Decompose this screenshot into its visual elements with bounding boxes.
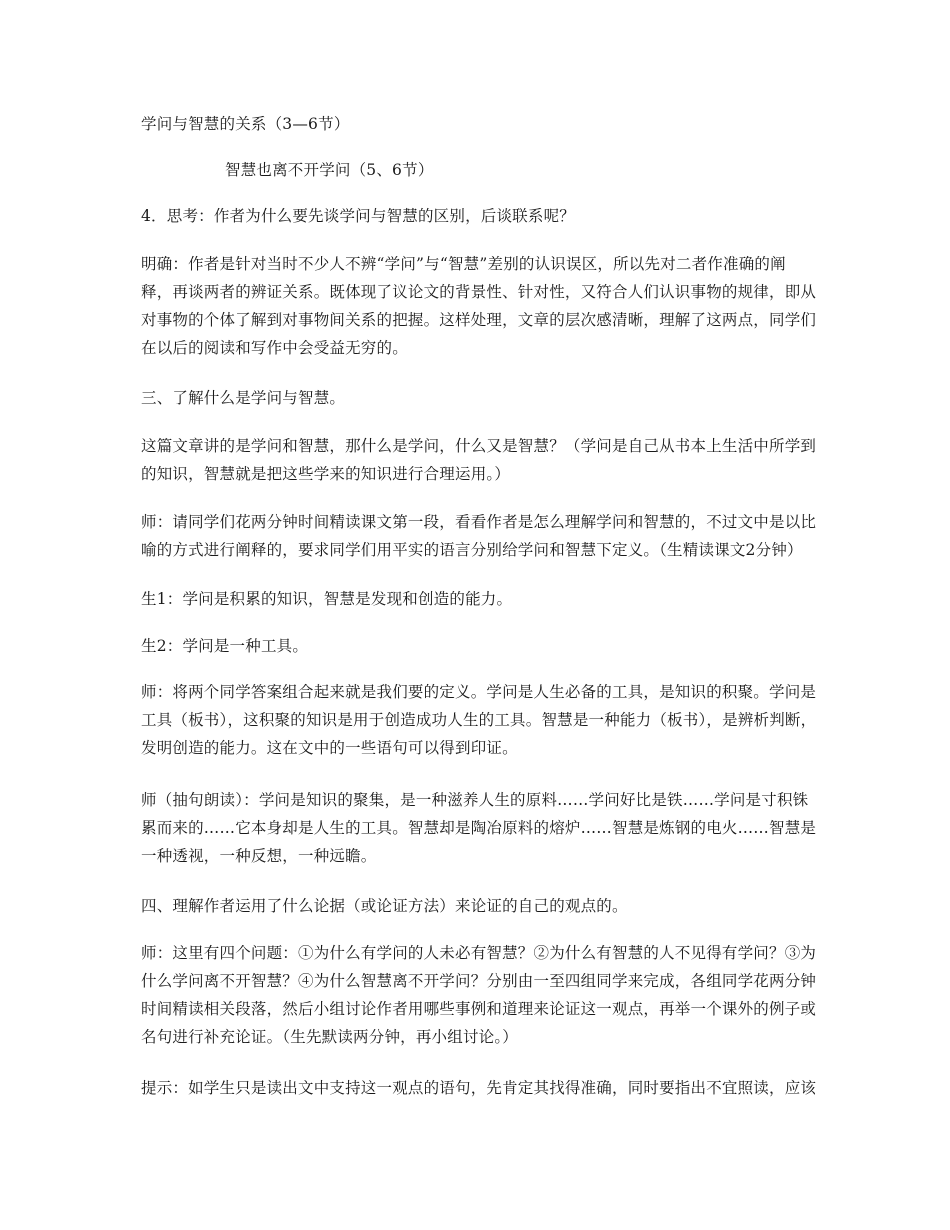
teacher-instruction: 师：请同学们花两分钟时间精读课文第一段，看看作者是怎么理解学问和智慧的，不过文中是以比 喻的方式进行阐释的，要求同学们用平实的语言分别给学问和智慧下定义。（生精读课文2分钟） bbox=[141, 513, 817, 559]
hint-paragraph: 提示：如学生只是读出文中支持这一观点的语句，先肯定其找得准确，同时要指出不宜照读，应该 bbox=[141, 1079, 817, 1097]
section-4-heading: 四、理解作者运用了什么论据（或论证方法）来论证的自己的观点的。 bbox=[141, 897, 628, 915]
paragraph-definition: 这篇文章讲的是学问和智慧，那什么是学问，什么又是智慧？（学问是自己从书本上生活中所学到 的知识，智慧就是把这些学来的知识进行合理运用。） bbox=[141, 437, 817, 483]
teacher-summary: 师：将两个同学答案组合起来就是我们要的定义。学问是人生必备的工具，是知识的积聚。学问是 工具（板书），这积聚的知识是用于创造成功人生的工具。智慧是一种能力（板书），是辨析判断， 发明创造的能力。这在文中的一些语句可以得到印证。 bbox=[141, 683, 817, 757]
student-2-answer: 生2：学问是一种工具。 bbox=[141, 637, 309, 655]
outline-heading: 学问与智慧的关系（3—6节） bbox=[141, 115, 350, 133]
question-4: 4．思考：作者为什么要先谈学问与智慧的区别，后谈联系呢？ bbox=[141, 207, 575, 225]
section-3-heading: 三、了解什么是学问与智慧。 bbox=[141, 389, 346, 407]
teacher-reading: 师（抽句朗读）：学问是知识的聚集，是一种滋养人生的原料……学问好比是铁……学问是寸积铢 累而来的……它本身却是人生的工具。智慧却是陶冶原料的熔炉……智慧是炼钢的电火……智慧是 一种透视，一种反想，一种远瞻。 bbox=[141, 791, 817, 865]
teacher-questions: 师：这里有四个问题：①为什么有学问的人未必有智慧？②为什么有智慧的人不见得有学问？③为 什么学问离不开智慧？④为什么智慧离不开学问？分别由一至四组同学来完成，各组同学花两分钟 时间精读相关段落，然后小组讨论作者用哪些事例和道理来论证这一观点，再举一个课外的例子或 名句进行补充论证。（生先默读两分钟，再小组讨论。） bbox=[141, 944, 817, 1046]
outline-subitem: 智慧也离不开学问（5、6节） bbox=[225, 161, 434, 179]
student-1-answer: 生1：学问是积累的知识，智慧是发现和创造的能力。 bbox=[141, 590, 513, 608]
answer-paragraph: 明确：作者是针对当时不少人不辨“学问”与“智慧”差别的认识误区，所以先对二者作准确的阐 释，再谈两者的辨证关系。既体现了议论文的背景性、针对性，又符合人们认识事物的规律，即从 对事物的个体了解到对事物间关系的把握。这样处理，文章的层次感清晰，理解了这两点，同学们 在以后的阅读和写作中会受益无穷的。 bbox=[141, 255, 817, 357]
